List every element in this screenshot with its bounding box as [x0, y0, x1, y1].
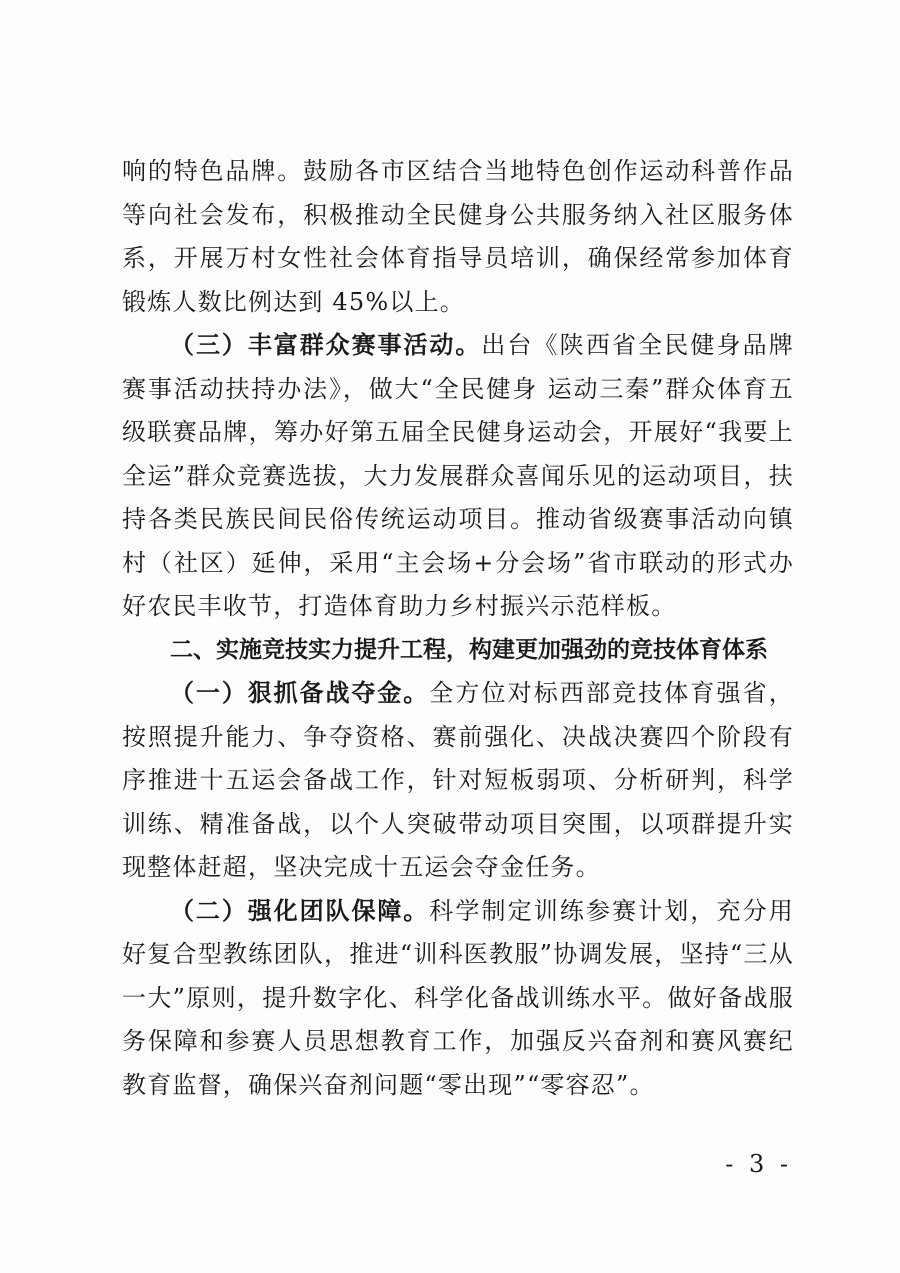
paragraph-lead: （一）狠抓备战夺金。	[170, 679, 430, 707]
paragraph-continuation	[122, 150, 794, 324]
document-body	[122, 150, 794, 1107]
paragraph-preparation	[122, 672, 794, 890]
paragraph-text: 全方位对标西部竞技体育强省，按照提升能力、争夺资格、赛前强化、决战决赛四个阶段有序推进十五运会备战工作，针对短板弱项、分析研判，科学训练、精准备战，以个人突破带动项目突围，以项群提升实现整体赶超，坚决完成十五运会夺金任务。	[122, 679, 794, 881]
paragraph-lead: （三）丰富群众赛事活动。	[170, 331, 482, 359]
paragraph-text: 科学制定训练参赛计划，充分用好复合型教练团队，推进“训科医教服”协调发展，坚持“三从一大”原则，提升数字化、科学化备战训练水平。做好备战服务保障和参赛人员思想教育工作，加强反兴奋剂和赛风赛纪教育监督，确保兴奋剂问题“零出现”“零容忍”。	[122, 896, 794, 1099]
paragraph-mass-events	[122, 324, 794, 629]
page-number: - 3 -	[725, 1150, 792, 1178]
paragraph-text: 响的特色品牌。鼓励各市区结合当地特色创作运动科普作品等向社会发布，积极推动全民健身公共服务纳入社区服务体系，开展万村女性社会体育指导员培训，确保经常参加体育锻炼人数比例达到 45%以上。	[122, 157, 794, 316]
paragraph-lead: （二）强化团队保障。	[170, 896, 430, 925]
section-heading: 二、实施竞技实力提升工程，构建更加强劲的竞技体育体系	[170, 636, 768, 663]
paragraph-text: 出台《陕西省全民健身品牌赛事活动扶持办法》，做大“全民健身 运动三秦”群众体育五级联赛品牌，筹办好第五届全民健身运动会，开展好“我要上全运”群众竞赛选拔，大力发展群众喜闻乐见的运动项目，扶持各类民族民间民俗传统运动项目。推动省级赛事活动向镇村（社区）延伸，采用“主会场+分会场”省市联动的形式办好农民丰收节，打造体育助力乡村振兴示范样板。	[122, 331, 794, 620]
paragraph-team-support	[122, 890, 794, 1108]
